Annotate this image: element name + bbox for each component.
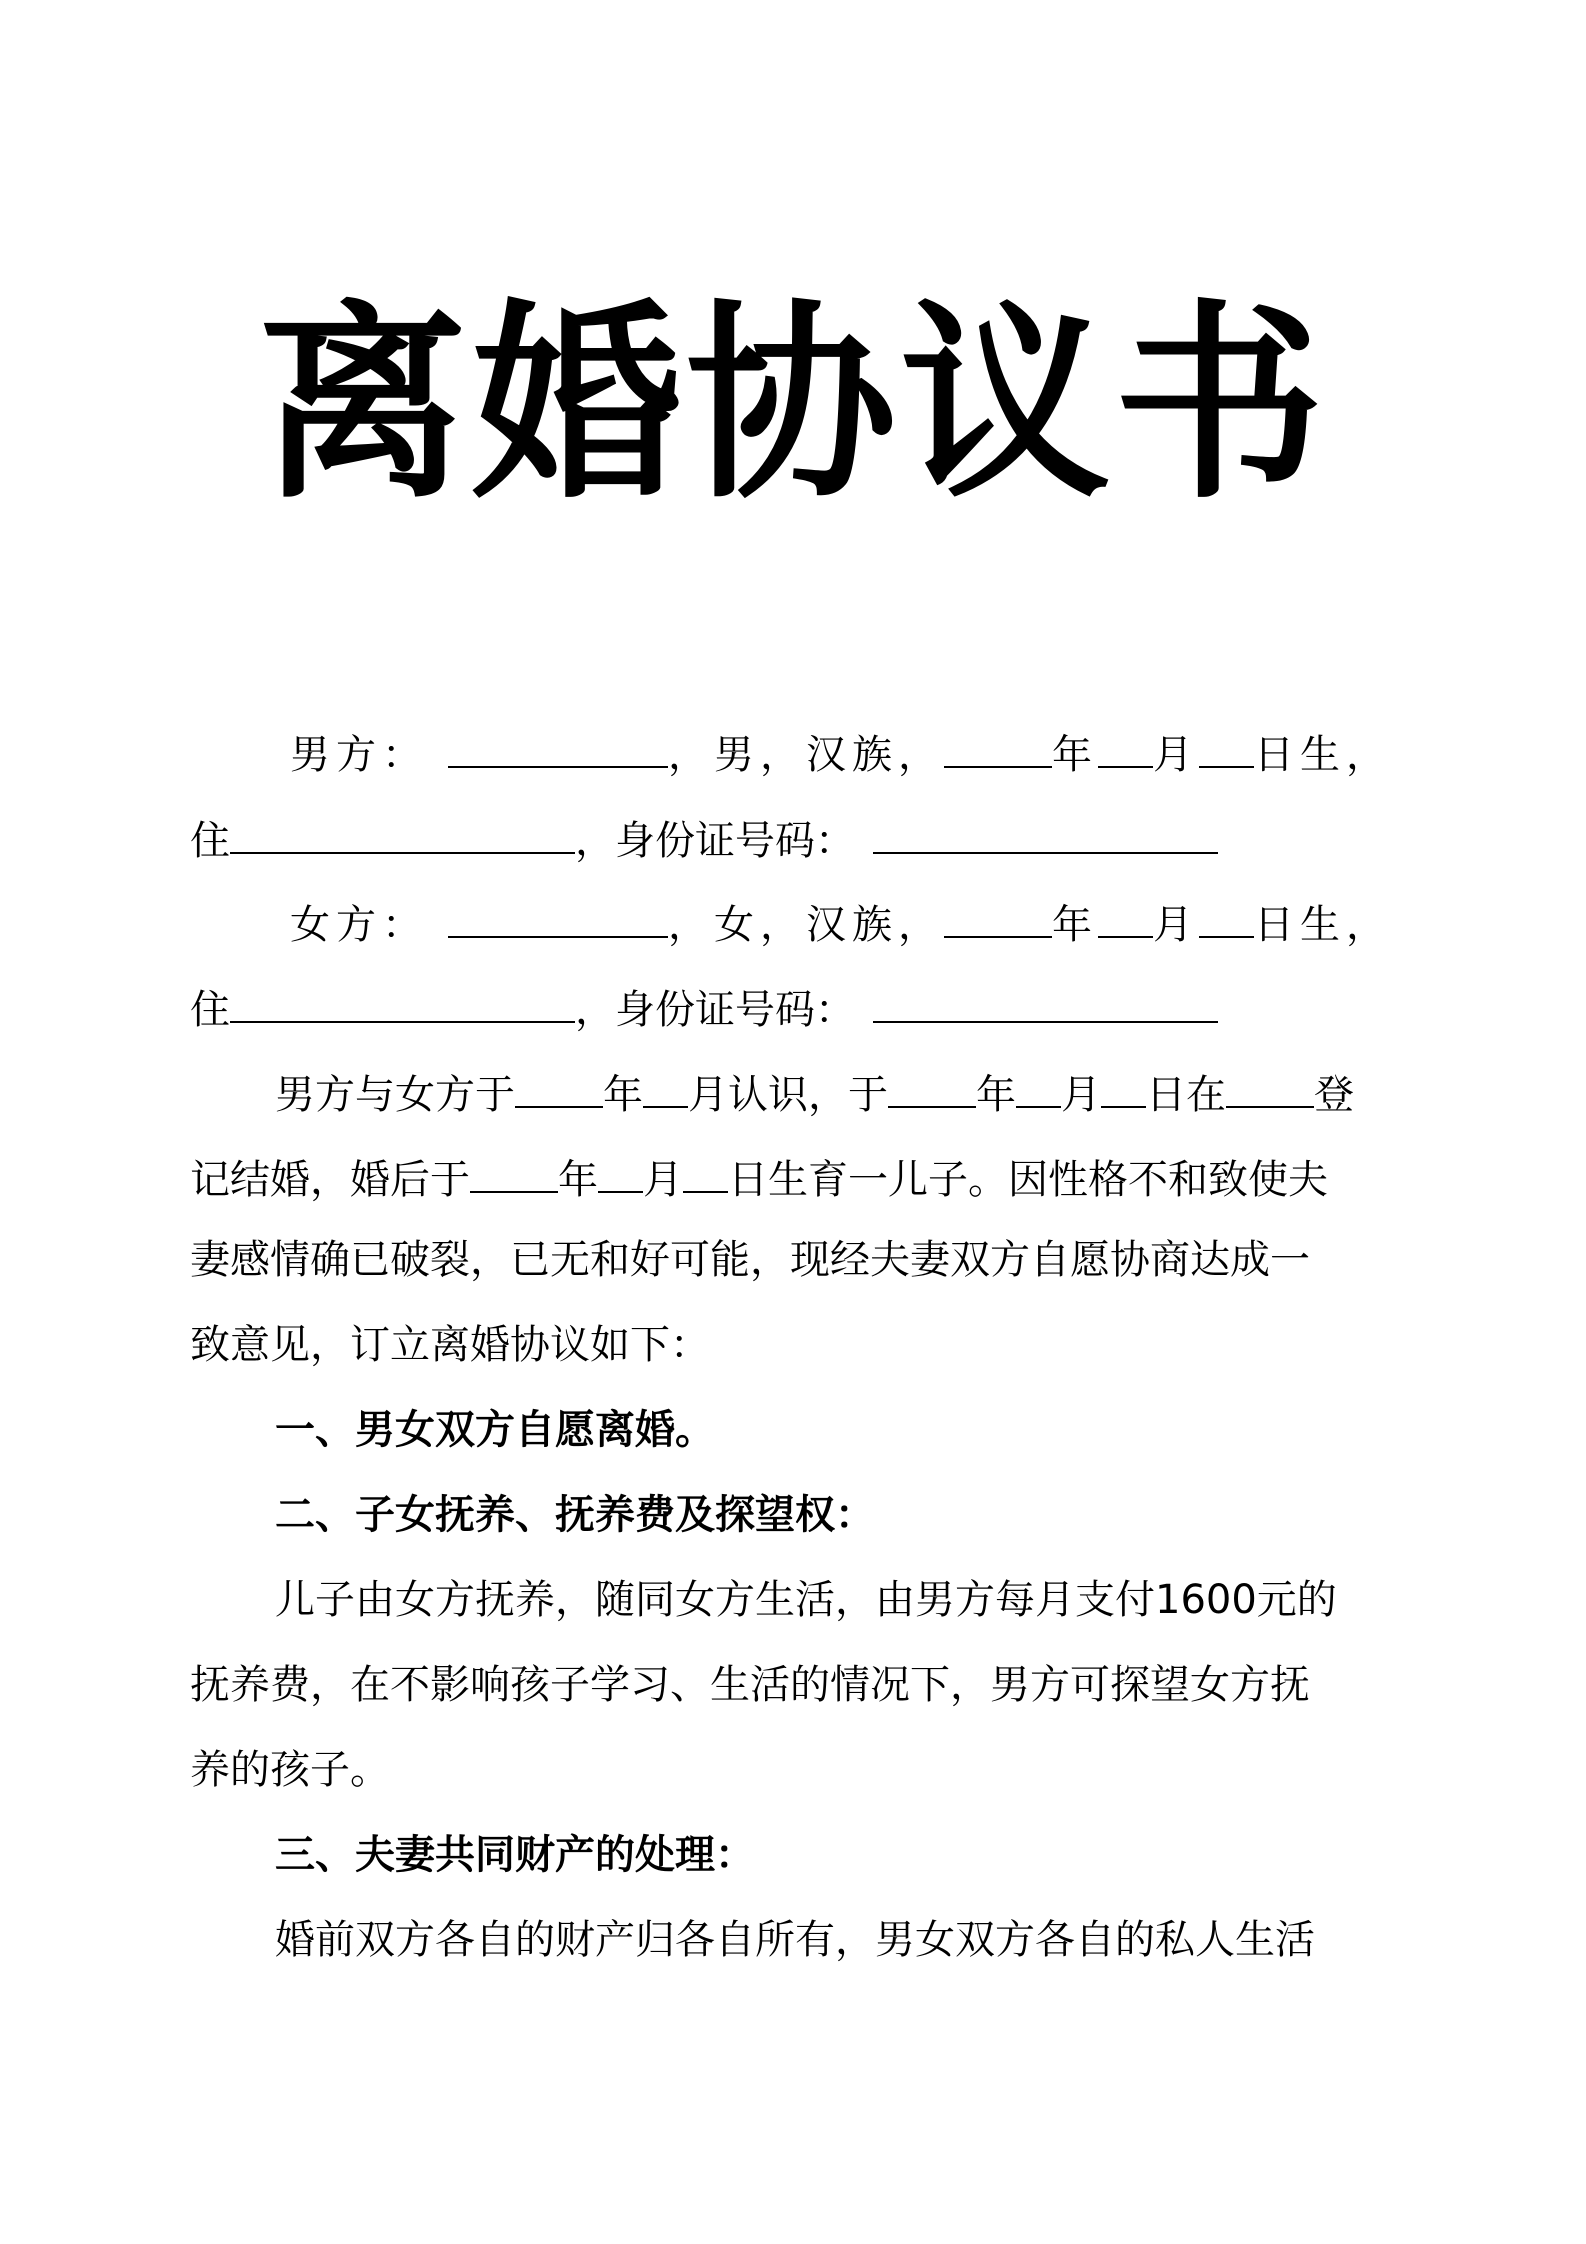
- male-name-blank[interactable]: [448, 720, 668, 768]
- section-2-line-1: 儿子由女方抚养，随同女方生活，由男方每月支付1600元的: [275, 1577, 1337, 1623]
- male-day-text: 日生，: [1254, 732, 1392, 778]
- female-month-text: 月: [1153, 902, 1199, 948]
- male-address-line: [190, 806, 1218, 866]
- female-label: 女方：: [290, 902, 428, 948]
- meet-month-blank[interactable]: [643, 1060, 688, 1108]
- intro-text: 男方与女方于: [275, 1072, 515, 1118]
- intro-text: 月: [643, 1157, 683, 1203]
- section-2-line-3: 养的孩子。: [190, 1747, 390, 1793]
- female-id-blank[interactable]: [873, 975, 1218, 1023]
- male-id-blank[interactable]: [873, 806, 1218, 854]
- intro-text: 日生育一儿子。因性格不和致使夫: [728, 1157, 1328, 1203]
- female-party-line: [290, 890, 1392, 950]
- female-id-label: ，身份证号码：: [575, 987, 855, 1033]
- intro-text: 月: [1061, 1072, 1101, 1118]
- male-id-label: ，身份证号码：: [575, 818, 855, 864]
- male-label: 男方：: [290, 732, 428, 778]
- marry-place-blank[interactable]: [1226, 1060, 1314, 1108]
- intro-text: 记结婚，婚后于: [190, 1157, 470, 1203]
- male-year-text: 年: [1052, 732, 1098, 778]
- male-address-blank[interactable]: [230, 806, 575, 854]
- intro-text: 登: [1314, 1072, 1354, 1118]
- male-birth-year-blank[interactable]: [944, 720, 1052, 768]
- female-address-blank[interactable]: [230, 975, 575, 1023]
- male-birth-month-blank[interactable]: [1098, 720, 1153, 768]
- female-year-text: 年: [1052, 902, 1098, 948]
- female-birth-month-blank[interactable]: [1098, 890, 1153, 938]
- female-birth-year-blank[interactable]: [944, 890, 1052, 938]
- birth-year-blank[interactable]: [470, 1145, 558, 1193]
- intro-text: 年: [603, 1072, 643, 1118]
- female-day-text: 日生，: [1254, 902, 1392, 948]
- intro-line-1: [275, 1060, 1354, 1120]
- intro-line-2: [190, 1145, 1328, 1205]
- female-address-line: [190, 975, 1218, 1035]
- intro-text: 年: [976, 1072, 1016, 1118]
- intro-text: 日在: [1146, 1072, 1226, 1118]
- document-title: 离婚协议书: [257, 282, 1328, 527]
- intro-text: 年: [558, 1157, 598, 1203]
- section-3-heading: 三、夫妻共同财产的处理：: [275, 1832, 755, 1878]
- birth-day-blank[interactable]: [683, 1145, 728, 1193]
- male-party-line: [290, 720, 1392, 780]
- female-name-blank[interactable]: [448, 890, 668, 938]
- section-2-heading: 二、子女抚养、抚养费及探望权：: [275, 1492, 875, 1538]
- male-address-label: 住: [190, 818, 230, 864]
- meet-year-blank[interactable]: [515, 1060, 603, 1108]
- intro-text: 月认识，于: [688, 1072, 888, 1118]
- female-address-label: 住: [190, 987, 230, 1033]
- section-1-heading: 一、男女双方自愿离婚。: [275, 1407, 715, 1453]
- female-birth-day-blank[interactable]: [1199, 890, 1254, 938]
- section-3-line-1: 婚前双方各自的财产归各自所有，男女双方各自的私人生活: [275, 1917, 1315, 1963]
- intro-line-4: 致意见，订立离婚协议如下：: [190, 1322, 710, 1368]
- male-month-text: 月: [1153, 732, 1199, 778]
- female-gender-text: ，女，汉族，: [668, 902, 944, 948]
- male-birth-day-blank[interactable]: [1199, 720, 1254, 768]
- section-2-line-2: 抚养费，在不影响孩子学习、生活的情况下，男方可探望女方抚: [190, 1662, 1310, 1708]
- marry-year-blank[interactable]: [888, 1060, 976, 1108]
- marry-day-blank[interactable]: [1101, 1060, 1146, 1108]
- marry-month-blank[interactable]: [1016, 1060, 1061, 1108]
- birth-month-blank[interactable]: [598, 1145, 643, 1193]
- male-gender-text: ，男，汉族，: [668, 732, 944, 778]
- intro-line-3: 妻感情确已破裂，已无和好可能，现经夫妻双方自愿协商达成一: [190, 1237, 1310, 1283]
